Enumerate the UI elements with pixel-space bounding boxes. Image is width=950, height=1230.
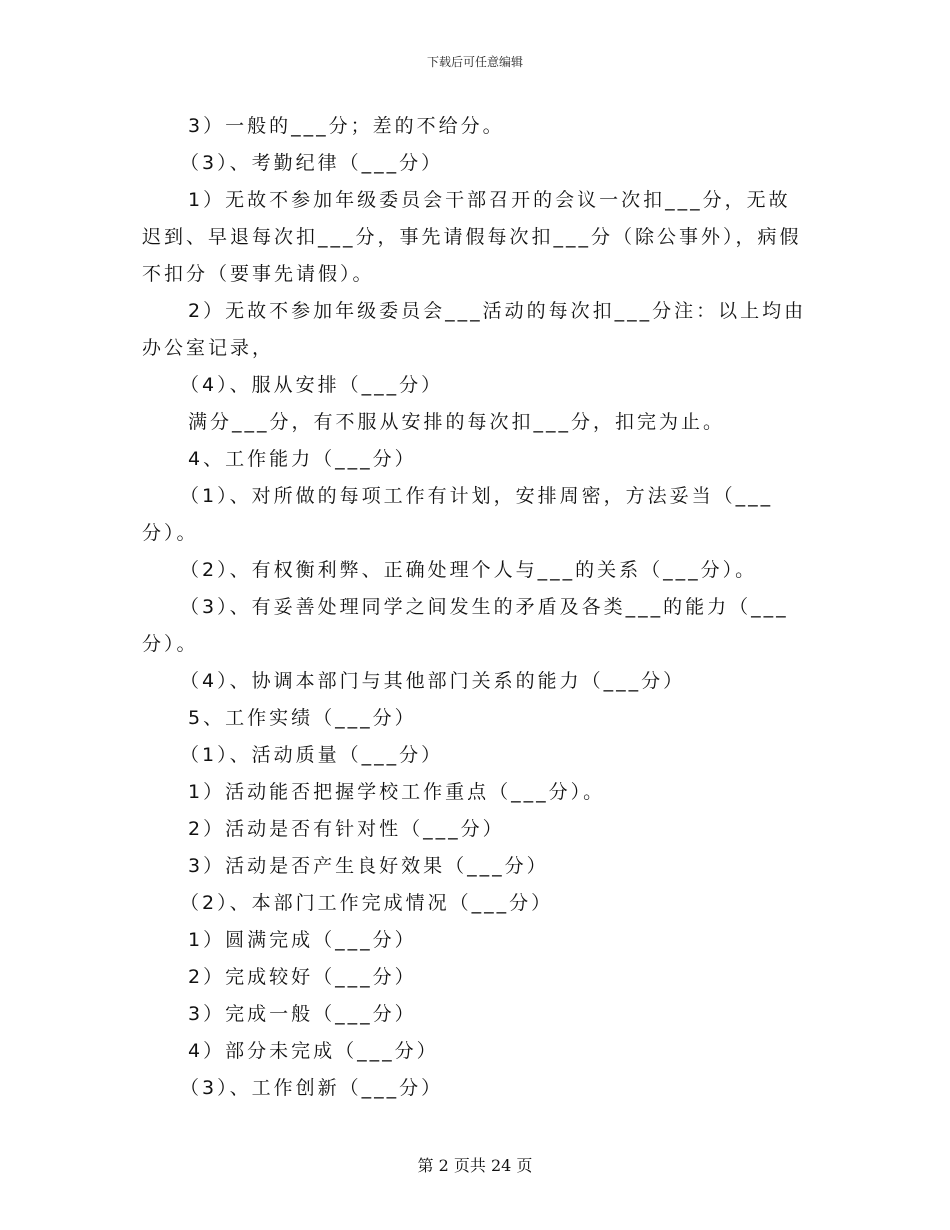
paragraph: （4）、服从安排（___分） (180, 374, 444, 396)
paragraph: （3）、工作创新（___分） (180, 1077, 444, 1099)
paragraph: （1）、对所做的每项工作有计划，安排周密，方法妥当（___分）。 (142, 485, 774, 544)
paragraph: （2）、有权衡利弊、正确处理个人与___的关系（___分）。 (180, 559, 758, 581)
paragraph: 4）部分未完成（___分） (188, 1040, 439, 1062)
paragraph: （1）、活动质量（___分） (180, 744, 444, 766)
paragraph: 3）一般的___分；差的不给分。 (188, 115, 505, 137)
paragraph: （3）、有妥善处理同学之间发生的矛盾及各类___的能力（___分）。 (142, 596, 789, 655)
paragraph: （2）、本部门工作完成情况（___分） (180, 892, 554, 914)
paragraph: 2）完成较好（___分） (188, 966, 417, 988)
paragraph: 3）完成一般（___分） (188, 1003, 417, 1025)
paragraph: 5、工作实绩（___分） (188, 707, 417, 729)
paragraph: 2）无故不参加年级委员会___活动的每次扣___分注：以上均由办公室记录， (142, 300, 807, 359)
paragraph: 4、工作能力（___分） (188, 448, 417, 470)
paragraph: 2）活动是否有针对性（___分） (188, 818, 505, 840)
paragraph: 1）无故不参加年级委员会干部召开的会议一次扣___分，无故迟到、早退每次扣___分，事先请假每次扣___分（除公事外），病假不扣分（要事先请假）。 (142, 189, 802, 285)
paragraph: （4）、协调本部门与其他部门关系的能力（___分） (180, 670, 686, 692)
paragraph: 1）活动能否把握学校工作重点（___分）。 (188, 781, 606, 803)
page-number: 第 2 页共 24 页 (417, 1156, 533, 1175)
document-body (142, 108, 812, 1107)
paragraph: 1）圆满完成（___分） (188, 929, 417, 951)
header-note: 下载后可任意编辑 (426, 55, 523, 69)
paragraph: （3）、考勤纪律（___分） (180, 152, 444, 174)
paragraph: 3）活动是否产生良好效果（___分） (188, 855, 549, 877)
paragraph: 满分___分，有不服从安排的每次扣___分，扣完为止。 (188, 411, 726, 433)
